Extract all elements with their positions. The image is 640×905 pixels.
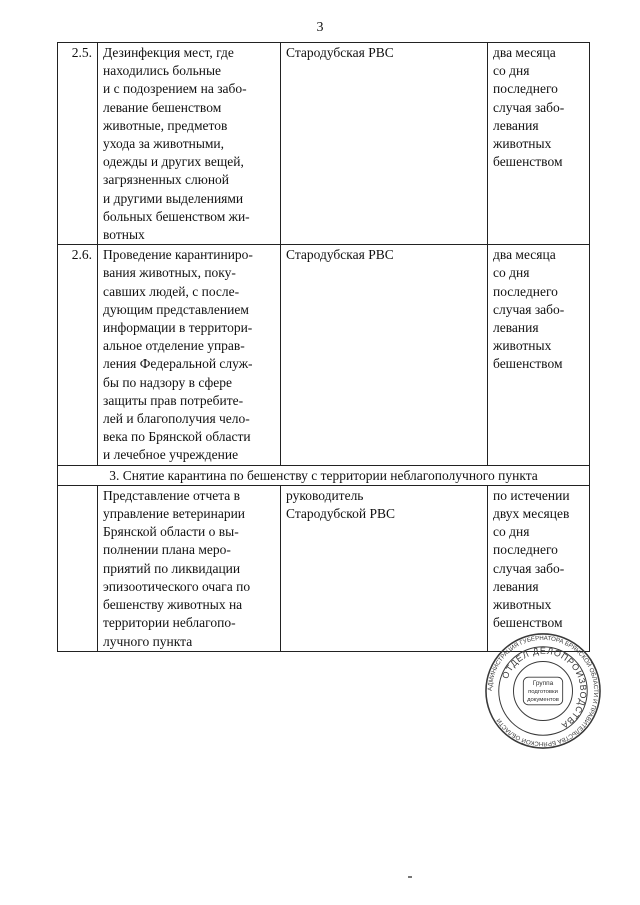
scan-speck [408,876,412,878]
official-stamp [484,632,602,750]
section-header-row [58,465,590,485]
table-row [58,43,590,245]
deadline: два месяца со дня последнего случая забо- левания животных бешенством [488,245,590,465]
row-number: 2.5. [58,43,98,245]
stamp-outer-text: АДМИНИСТРАЦИЯ ГУБЕРНАТОРА БРЯНСКОЙ ОБЛАСТИ И ПРАВИТЕЛЬСТВА БРЯНСКОЙ ОБЛАСТИ [486,634,600,748]
table-row [58,245,590,465]
measures-table [57,42,590,652]
stamp-center-line-2: подготовки [528,688,558,695]
responsible-party: Стародубская РВС [281,245,488,465]
measure-description: Представление отчета в управление ветеринарии Брянской области о вы- полнении плана меро- приятий по ликвидации эпизоотического очага по бешенству животных на территории неблагопо- лучного пункта [98,485,281,651]
measure-description: Дезинфекция мест, где находились больные и с подозрением на забо- левание бешенством животные, предметов ухода за животными, одежды и других вещей, загрязненных слюной и другими выделениями больных бешенством жи- вотных [98,43,281,245]
responsible-party: руководитель Стародубской РВС [281,485,488,651]
stamp-center-line-3: документов [527,696,559,703]
row-number [58,485,98,651]
deadline: по истечении двух месяцев со дня последнего случая забо- левания животных бешенством [488,485,590,651]
responsible-party: Стародубская РВС [281,43,488,245]
stamp-center-line-1: Группа [532,680,554,688]
measure-description: Проведение карантиниро- вания животных, поку- савших людей, с после- дующим представлением информации в территори- альное отделение управ- ления Федеральной служ- бы по надзору в сфере защиты прав потребите- лей и благополучия чело- века по Брянской области и лечебное учреждение [98,245,281,465]
table-row [58,485,590,651]
stamp-middle-text: ОТДЕЛ ДЕЛОПРОИЗВОДСТВА [499,645,589,732]
deadline: два месяца со дня последнего случая забо- левания животных бешенством [488,43,590,245]
page-number: 3 [316,20,324,35]
section-title: 3. Снятие карантина по бешенству с территории неблагополучного пункта [58,465,590,485]
row-number: 2.6. [58,245,98,465]
